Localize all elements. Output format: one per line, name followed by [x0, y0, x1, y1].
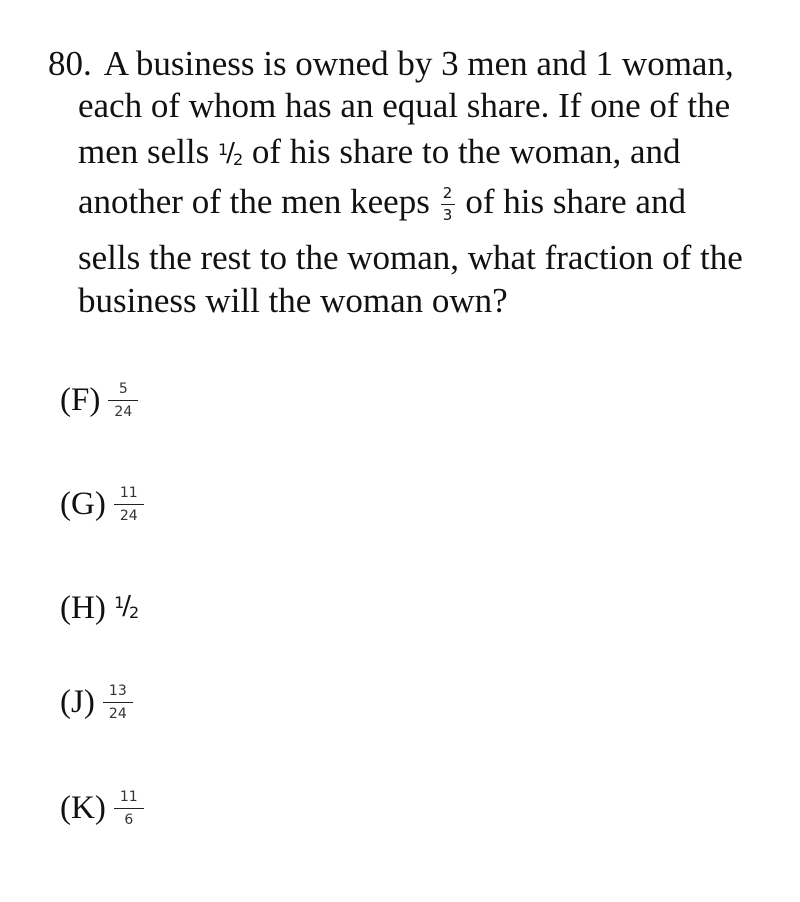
choice-f[interactable] — [60, 378, 138, 420]
choice-j-numerator: 13 — [108, 682, 127, 699]
choice-f-numerator: 5 — [118, 380, 128, 397]
choice-k-fraction — [114, 790, 144, 827]
question-number: 80. — [48, 44, 92, 83]
choice-k[interactable] — [60, 786, 144, 828]
choice-h-denominator: 2 — [129, 603, 140, 622]
question-line-4 — [78, 182, 686, 223]
question-line-6: business will the woman own? — [78, 281, 508, 320]
choice-k-letter: (K) — [60, 790, 106, 827]
two-thirds-denominator: 3 — [442, 206, 453, 225]
choice-h-fraction: $^1/_2$ — [114, 591, 140, 622]
choice-f-denominator: 24 — [114, 403, 133, 420]
choice-g-numerator: 11 — [119, 484, 138, 501]
choice-g-letter: (G) — [60, 486, 106, 523]
choice-f-fraction — [108, 382, 138, 419]
choice-h-letter: (H) — [60, 590, 106, 627]
one-half-denominator: 2 — [232, 150, 244, 169]
choice-h-numerator: 1 — [114, 593, 125, 612]
line-3-before: men sells — [78, 132, 218, 171]
choice-j-letter: (J) — [60, 684, 95, 721]
two-thirds-fraction — [439, 186, 457, 223]
line-4-after: of his share and — [456, 182, 686, 221]
choice-j-fraction — [103, 684, 133, 721]
two-thirds-numerator: 2 — [442, 184, 453, 203]
choice-f-letter: (F) — [60, 382, 101, 419]
one-half-numerator: 1 — [217, 140, 229, 159]
choice-g[interactable] — [60, 482, 144, 524]
choice-j[interactable] — [60, 680, 133, 722]
question-line-3 — [78, 132, 681, 172]
choice-k-numerator: 11 — [119, 788, 138, 805]
line-3-after: of his share to the woman, and — [243, 132, 681, 171]
choice-k-denominator: 6 — [124, 811, 134, 828]
one-half-fraction: $^1/_2$ — [217, 138, 244, 169]
question-line-1 — [48, 44, 734, 84]
question-line-5: sells the rest to the woman, what fraction of the — [78, 238, 743, 277]
question-line-2: each of whom has an equal share. If one of the — [78, 86, 731, 125]
question-text-line-1: A business is owned by 3 men and 1 woman, — [103, 44, 734, 83]
choice-g-denominator: 24 — [119, 507, 138, 524]
choice-h[interactable] — [60, 586, 139, 628]
choice-j-denominator: 24 — [108, 705, 127, 722]
line-4-before: another of the men keeps — [78, 182, 439, 221]
choice-g-fraction — [114, 486, 144, 523]
